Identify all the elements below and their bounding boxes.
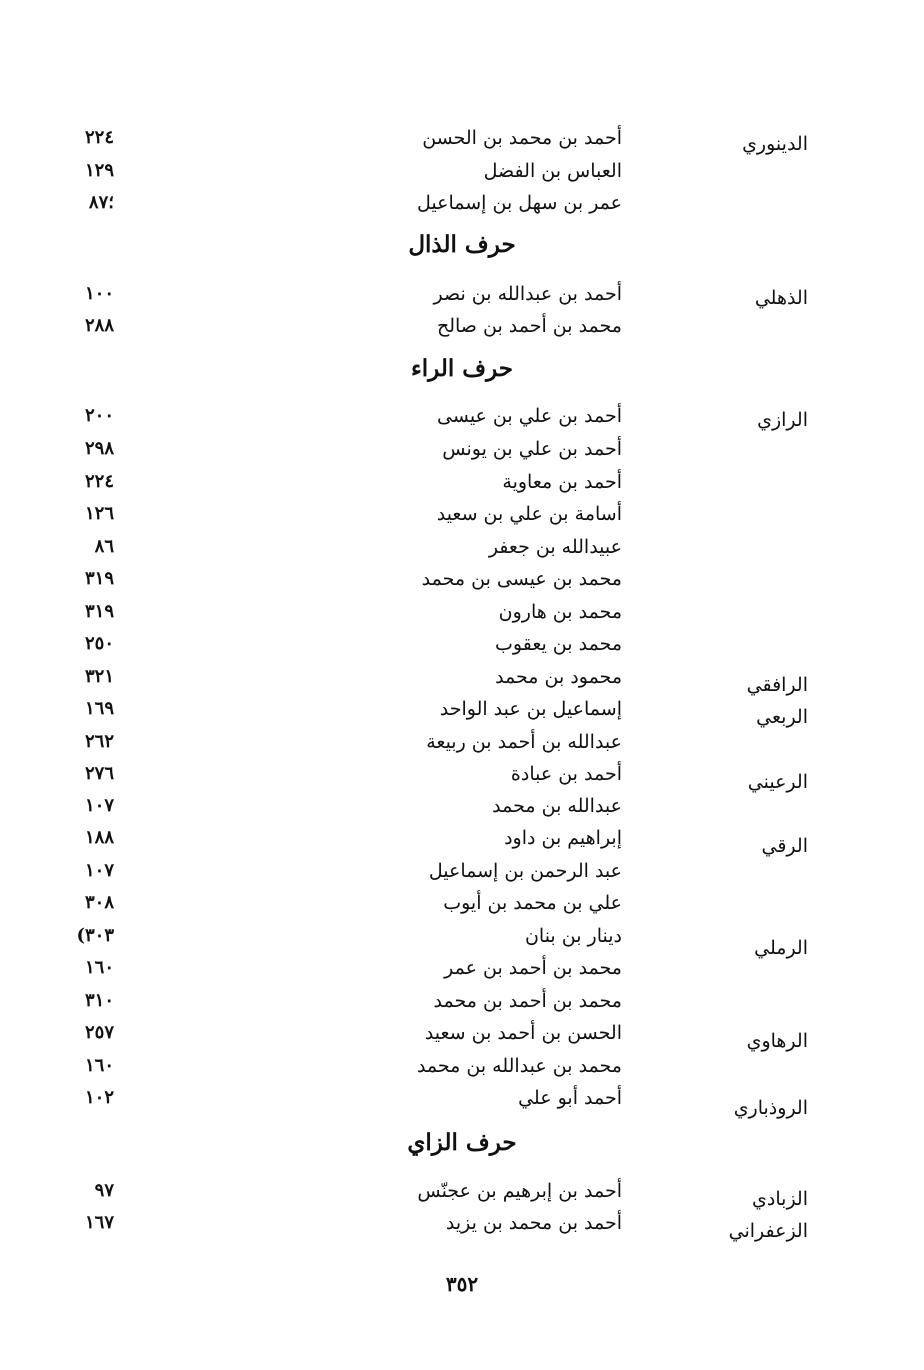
index-entry xyxy=(0,531,924,563)
index-entry xyxy=(0,628,924,660)
entry-nisba: الرملي xyxy=(754,937,808,959)
entry-name: أحمد بن عبدالله بن نصر xyxy=(433,283,622,305)
entry-page-ref: ٢٥٧ xyxy=(84,1022,114,1043)
index-entry xyxy=(0,985,924,1017)
index-entry xyxy=(0,466,924,498)
entry-page-ref: ٣٢١ xyxy=(84,666,114,687)
entry-name: محمد بن هارون xyxy=(498,601,622,623)
index-entry xyxy=(0,790,924,822)
entry-name: محمد بن عيسى بن محمد xyxy=(421,568,622,590)
entry-page-ref: ٢٥٠ xyxy=(84,633,114,654)
entry-page-ref: ٢٩٨ xyxy=(84,438,114,459)
index-entry xyxy=(0,596,924,628)
entry-name: أحمد بن علي بن يونس xyxy=(442,438,622,460)
entry-nisba: الرقي xyxy=(761,835,808,857)
entry-page-ref: ٩٧ xyxy=(94,1180,114,1201)
entry-page-ref: ١٠٧ xyxy=(84,795,114,816)
entry-page-ref: ٣٠٣) xyxy=(76,925,114,946)
entry-name: أحمد بن علي بن عيسى xyxy=(437,405,622,427)
entry-name: عمر بن سهل بن إسماعيل xyxy=(417,192,622,214)
index-entry xyxy=(0,661,924,696)
entry-name: محمد بن أحمد بن صالح xyxy=(436,315,622,337)
entry-name: عبد الرحمن بن إسماعيل xyxy=(428,860,622,882)
entry-page-ref: ١٢٩ xyxy=(84,160,114,181)
entry-page-ref: ٣٠٨ xyxy=(84,892,114,913)
index-entry xyxy=(0,920,924,959)
entry-name: محمود بن محمد xyxy=(495,666,622,688)
entry-name: إبراهيم بن داود xyxy=(504,827,622,849)
entry-name: أحمد بن معاوية xyxy=(502,471,622,493)
entry-name: الحسن بن أحمد بن سعيد xyxy=(424,1022,622,1044)
section-heading: حرف الذال xyxy=(408,231,516,258)
entry-name: عبيدالله بن جعفر xyxy=(488,536,622,558)
entry-name: محمد بن يعقوب xyxy=(495,633,622,655)
entry-name: عبدالله بن أحمد بن ربيعة xyxy=(426,731,622,753)
entry-page-ref: ١٦٠ xyxy=(84,957,114,978)
index-entry xyxy=(0,952,924,984)
entry-nisba: الدينوري xyxy=(742,133,808,155)
entry-name: أحمد بن إبرهيم بن عجنّس xyxy=(417,1180,622,1202)
entry-page-ref: ١٠٧ xyxy=(84,860,114,881)
entry-nisba: الرازي xyxy=(757,409,808,431)
entry-page-ref: ٣١٠ xyxy=(84,990,114,1011)
entry-name: محمد بن أحمد بن عمر xyxy=(444,957,622,979)
entry-page-ref: ٣١٩ xyxy=(84,601,114,622)
index-entry xyxy=(0,1207,924,1242)
entry-name: أحمد بن محمد بن يزيد xyxy=(445,1212,622,1234)
entry-name: العباس بن الفضل xyxy=(483,160,622,182)
entry-page-ref: ؛٨٧ xyxy=(88,192,114,213)
index-entry xyxy=(0,758,924,793)
index-entry xyxy=(0,122,924,154)
entry-page-ref: ٣١٩ xyxy=(84,568,114,589)
index-entry xyxy=(0,400,924,432)
index-entry xyxy=(0,855,924,887)
entry-page-ref: ٢٧٦ xyxy=(84,763,114,784)
index-entry xyxy=(0,822,924,857)
index-entry xyxy=(0,1175,924,1210)
index-entry xyxy=(0,155,924,187)
entry-page-ref: ١٦٧ xyxy=(84,1212,114,1233)
section-heading: حرف الراء xyxy=(410,355,514,382)
entry-nisba: الرافقي xyxy=(746,674,808,696)
entry-nisba: الرهاوي xyxy=(746,1030,808,1052)
entry-name: محمد بن عبدالله بن محمد xyxy=(416,1055,622,1077)
index-entry xyxy=(0,1082,924,1119)
index-entry xyxy=(0,1017,924,1052)
entry-name: عبدالله بن محمد xyxy=(492,795,622,817)
entry-name: دينار بن بنان xyxy=(524,925,622,947)
entry-page-ref: ١٦٩ xyxy=(84,698,114,719)
entry-name: محمد بن أحمد بن محمد xyxy=(433,990,622,1012)
entry-page-ref: ١٠٢ xyxy=(84,1087,114,1108)
section-heading: حرف الزاي xyxy=(407,1129,517,1156)
entry-nisba: الرعيني xyxy=(747,771,808,793)
entry-nisba: الربعي xyxy=(756,706,808,728)
entry-page-ref: ١٢٦ xyxy=(84,503,114,524)
index-entry xyxy=(0,563,924,595)
index-entry xyxy=(0,1050,924,1082)
index-entry xyxy=(0,887,924,919)
index-entry xyxy=(0,726,924,758)
entry-page-ref: ١٦٠ xyxy=(84,1055,114,1076)
entry-nisba: الزبادي xyxy=(752,1188,808,1210)
page-number: ٣٥٢ xyxy=(445,1272,479,1296)
index-entry xyxy=(0,310,924,342)
entry-name: أحمد بن عبادة xyxy=(510,763,622,785)
index-entry xyxy=(0,278,924,310)
entry-nisba: الروذباري xyxy=(733,1097,808,1119)
entry-nisba: الذهلي xyxy=(754,287,808,309)
index-entry xyxy=(0,693,924,728)
entry-page-ref: ٢٠٠ xyxy=(84,405,114,426)
entry-page-ref: ١٨٨ xyxy=(84,827,114,848)
entry-page-ref: ٢٢٤ xyxy=(84,471,114,492)
entry-page-ref: ٨٦ xyxy=(94,536,114,557)
index-entry xyxy=(0,187,924,219)
entry-name: أحمد بن محمد بن الحسن xyxy=(422,127,622,149)
entry-nisba: الزعفراني xyxy=(728,1220,808,1242)
entry-page-ref: ٢٦٢ xyxy=(84,731,114,752)
entry-name: أحمد أبو علي xyxy=(518,1087,622,1109)
index-entry xyxy=(0,498,924,530)
entry-name: علي بن محمد بن أيوب xyxy=(443,892,622,914)
entry-name: أسامة بن علي بن سعيد xyxy=(436,503,622,525)
entry-name: إسماعيل بن عبد الواحد xyxy=(439,698,622,720)
entry-page-ref: ١٠٠ xyxy=(84,283,114,304)
entry-page-ref: ٢٢٤ xyxy=(84,127,114,148)
entry-page-ref: ٢٨٨ xyxy=(84,315,114,336)
index-entry xyxy=(0,433,924,465)
